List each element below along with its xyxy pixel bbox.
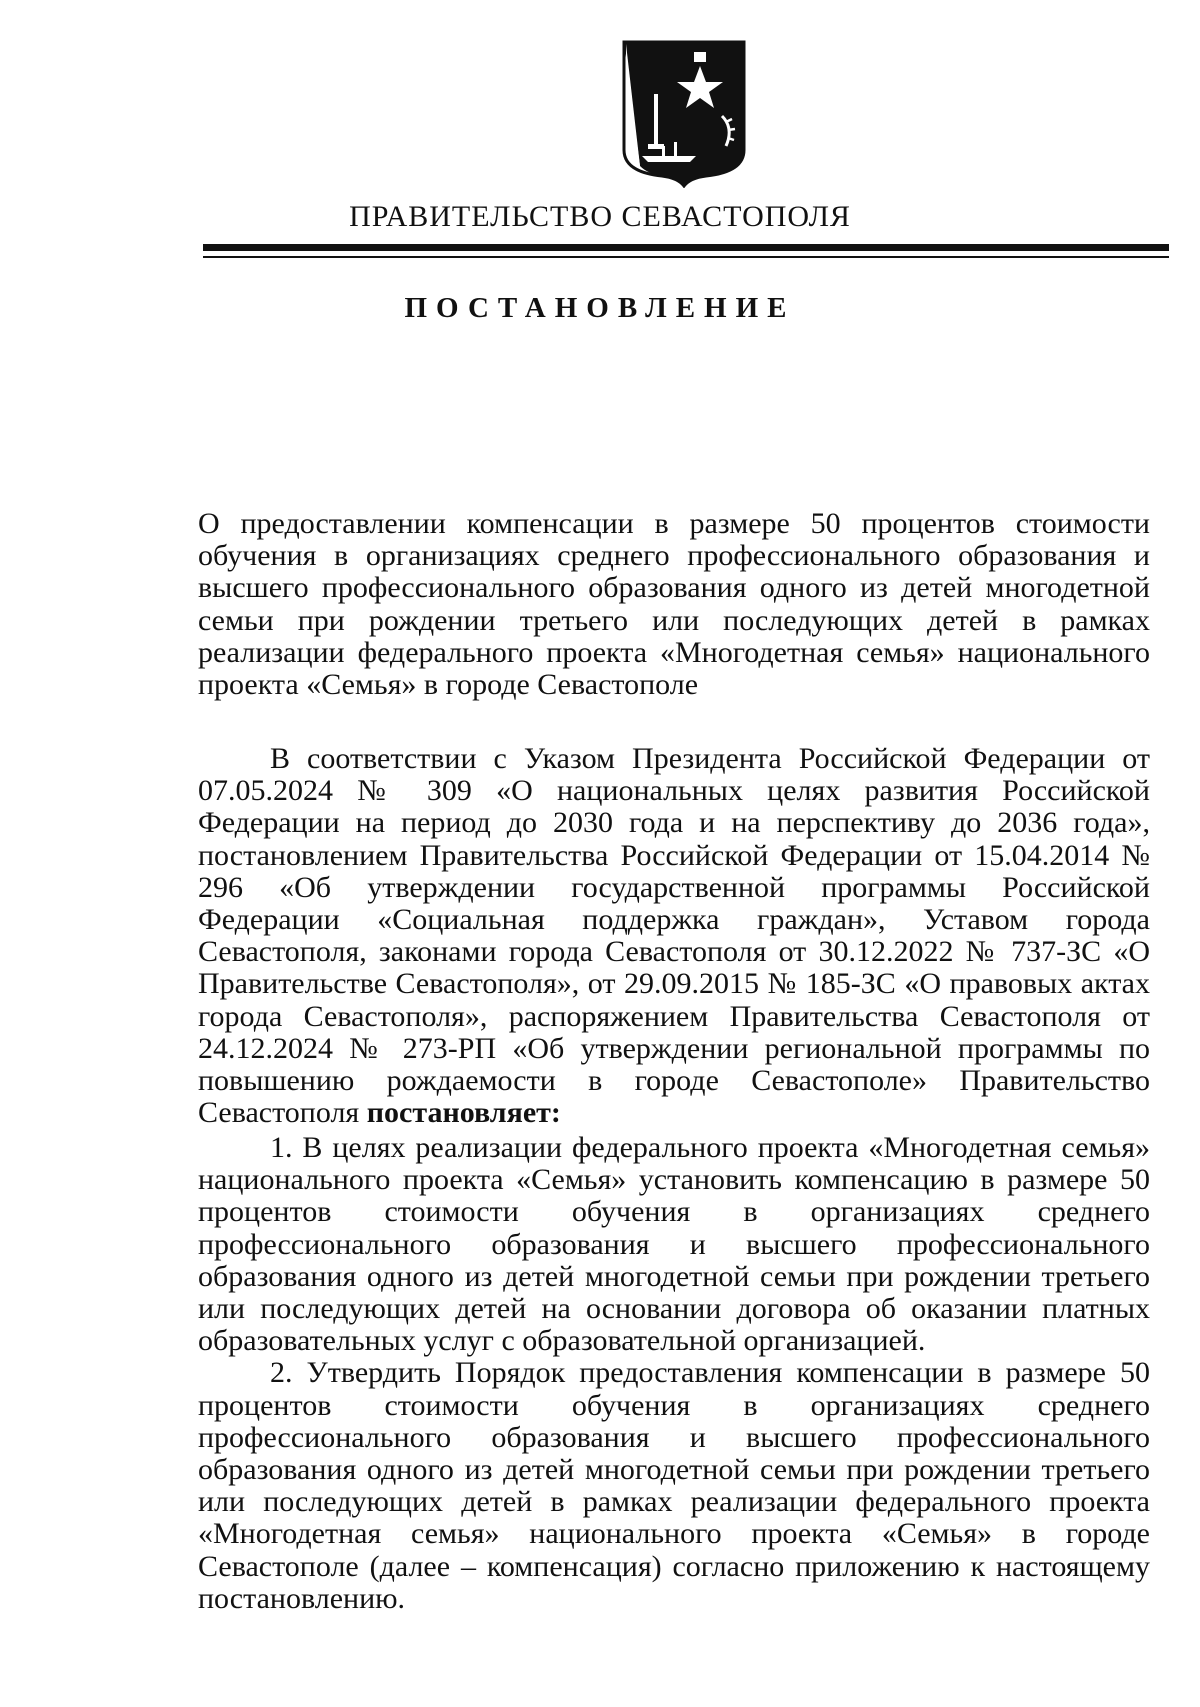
resolution-item-2: 2. Утвердить Порядок предоставления компенсации в размере 50 процентов стоимости обучения в организациях среднего профессионального образования и высшего профессионального образования одного из детей многодетной семьи при рождении третьего или последующих детей в рамках реализации федерального проекта «Многодетная семья» национального проекта «Семья» в городе Севастополе (далее – компенсация) согласно приложению к настоящему постановлению. bbox=[198, 1356, 1150, 1615]
organization-title: ПРАВИТЕЛЬСТВО СЕВАСТОПОЛЯ bbox=[349, 200, 851, 233]
document-preamble bbox=[198, 743, 1150, 1129]
sevastopol-coat-of-arms-icon bbox=[618, 38, 750, 188]
subject-text: О предоставлении компенсации в размере 50 процентов стоимости обучения в организациях среднего профессионального образования и высшего профессионального образования одного из детей многодетной семьи при рождении третьего или последующих детей в рамках реализации федерального проекта «Многодетная семья» национального проекта «Семья» в городе Севастополе bbox=[198, 507, 1150, 702]
preamble-text: В соответствии с Указом Президента Российской Федерации от 07.05.2024 № 309 «О национальных целях развития Российской Федерации на период до 2030 года и на перспективу до 2036 года», постановлением Правительства Российской Федерации от 15.04.2014 № 296 «Об утверждении государственной программы Российской Федерации «Социальная поддержка граждан», Уставом города Севастополя, законами города Севастополя от 30.12.2022 № 737-ЗС «О Правительстве Севастополя», от 29.09.2015 № 185-ЗС «О правовых актах города Севастополя», распоряжением Правительства Севастополя от 24.12.2024 № 273-РП «Об утверждении региональной программы по повышению рождаемости в городе Севастополе» Правительство Севастополя bbox=[198, 742, 1150, 1130]
document-type-heading: ПОСТАНОВЛЕНИЕ bbox=[404, 292, 796, 324]
resolution-items bbox=[198, 1132, 1150, 1615]
document-subject bbox=[198, 508, 1150, 701]
resolution-word: постановляет: bbox=[366, 1096, 561, 1130]
coat-of-arms-graphic bbox=[618, 38, 750, 188]
header-rule-thick bbox=[203, 244, 1169, 251]
header-rule-thin bbox=[203, 256, 1169, 258]
resolution-item-1: 1. В целях реализации федерального проекта «Многодетная семья» национального проекта «Семья» установить компенсацию в размере 50 процентов стоимости обучения в организациях среднего профессионального образования и высшего профессионального образования одного из детей многодетной семьи при рождении третьего или последующих детей на основании договора об оказании платных образовательных услуг с образовательной организацией. bbox=[198, 1131, 1150, 1358]
preamble-paragraph bbox=[198, 743, 1150, 1129]
